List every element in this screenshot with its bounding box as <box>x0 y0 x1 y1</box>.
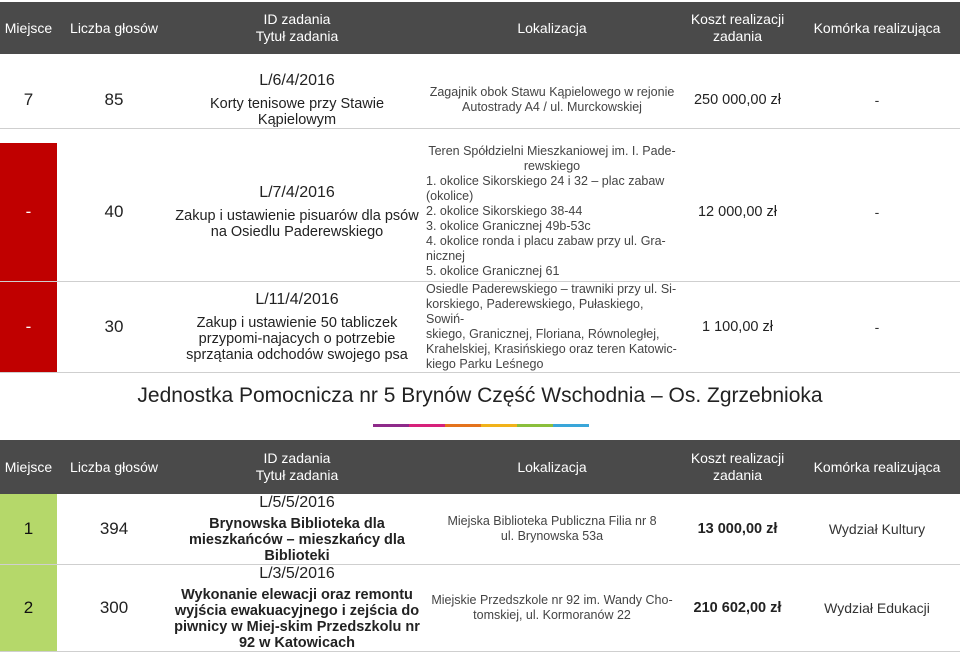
location-line: skiego, Granicznej, Floriana, Równoległej, <box>426 327 660 341</box>
location-line: nicznej <box>426 249 465 264</box>
header-cost-line1: Koszt realizacji <box>690 450 785 466</box>
id-title-cell <box>171 143 423 282</box>
votes-cell: 85 <box>57 72 171 129</box>
location-line: ul. Brynowska 53a <box>500 529 604 543</box>
project-title: Zakup i ustawienie 50 tabliczek przypomi-najacych o potrzebie sprzątania odchodów swojego psa <box>186 315 408 363</box>
location-line: Osiedle Paderewskiego – trawniki przy ul. Si- <box>426 282 677 296</box>
decorative-stripe <box>373 424 589 427</box>
section-title: Jednostka Pomocnicza nr 5 Brynów Część Wschodnia – Os. Zgrzebnioka <box>137 384 823 407</box>
header-location: Lokalizacja <box>423 2 681 54</box>
location-line: 3. okolice Granicznej 49b-53c <box>426 219 591 234</box>
header-cost-line1: Koszt realizacji <box>690 11 785 27</box>
unit-cell: - <box>794 72 960 129</box>
header-location: Lokalizacja <box>423 440 681 494</box>
cost-cell: 12 000,00 zł <box>681 143 794 282</box>
id-title-cell <box>171 565 423 652</box>
votes-cell: 40 <box>57 143 171 282</box>
location-cell <box>423 494 681 565</box>
projects-table-2 <box>0 440 960 652</box>
project-id: L/6/4/2016 <box>259 72 335 89</box>
location-cell <box>423 72 681 129</box>
projects-table-1 <box>0 2 960 373</box>
header-title: Tytuł zadania <box>255 28 339 44</box>
location-line: rewskiego <box>523 159 581 174</box>
cost-cell: 250 000,00 zł <box>681 72 794 129</box>
location-line: Zagajnik obok Stawu Kąpielowego w rejonie <box>429 85 675 99</box>
project-title: Zakup i ustawienie pisuarów dla psów na Osiedlu Paderewskiego <box>175 207 419 240</box>
project-title: Korty tenisowe przy Stawie Kąpielowym <box>209 96 385 128</box>
header-cost-line2: zadania <box>712 28 763 44</box>
location-line: 1. okolice Sikorskiego 24 i 32 – plac zabaw (okolice) <box>426 174 665 204</box>
header-place: Miejsce <box>0 2 57 54</box>
header-cost-line2: zadania <box>712 467 763 483</box>
location-line: Miejska Biblioteka Publiczna Filia nr 8 <box>447 514 657 528</box>
table-header-row <box>0 440 960 494</box>
project-id: L/7/4/2016 <box>259 183 335 201</box>
place-cell: 1 <box>0 494 57 565</box>
location-line: tomskiej, ul. Kormoranów 22 <box>473 608 631 622</box>
votes-cell: 394 <box>57 494 171 565</box>
location-line: 4. okolice ronda i placu zabaw przy ul. Gra- <box>426 234 666 249</box>
cost-cell: 13 000,00 zł <box>681 494 794 565</box>
cost-cell: 210 602,00 zł <box>681 565 794 652</box>
location-line: Miejskie Przedszkole nr 92 im. Wandy Cho- <box>431 593 673 607</box>
table-row <box>0 565 960 652</box>
location-line: kiego Parku Leśnego <box>426 357 544 371</box>
location-line: 2. okolice Sikorskiego 38-44 <box>426 204 583 219</box>
project-title: Brynowska Biblioteka dla mieszkańców – mieszkańcy dla Biblioteki <box>189 516 405 564</box>
stripe-segment <box>553 424 589 427</box>
table-header-row <box>0 2 960 54</box>
location-cell <box>423 565 681 652</box>
table-row <box>0 494 960 565</box>
unit-cell: - <box>794 143 960 282</box>
votes-cell: 300 <box>57 565 171 652</box>
table-spacer-row <box>0 54 960 72</box>
header-unit: Komórka realizująca <box>794 440 960 494</box>
table-row <box>0 72 960 129</box>
project-id: L/5/5/2016 <box>259 494 335 511</box>
table-spacer-row <box>0 129 960 143</box>
unit-cell: Wydział Kultury <box>794 494 960 565</box>
location-line: Autostrady A4 / ul. Murckowskiej <box>462 100 642 114</box>
project-title: Wykonanie elewacji oraz remontu wyjścia ewakuacyjnego i zejścia do piwnicy w Miej-skim Przedszkolu nr 92 w Katowicach <box>174 587 420 651</box>
location-cell <box>423 282 681 373</box>
stripe-segment <box>445 424 481 427</box>
table-row <box>0 282 960 373</box>
cost-cell: 1 100,00 zł <box>681 282 794 373</box>
stripe-segment <box>373 424 409 427</box>
place-cell: - <box>0 282 57 373</box>
unit-cell: Wydział Edukacji <box>794 565 960 652</box>
place-cell: 2 <box>0 565 57 652</box>
header-id-title <box>171 440 423 494</box>
stripe-segment <box>517 424 553 427</box>
header-id-title <box>171 2 423 54</box>
location-line: Krahelskiej, Krasińskiego oraz teren Katowic- <box>426 342 677 356</box>
votes-cell: 30 <box>57 282 171 373</box>
header-cost <box>681 440 794 494</box>
location-line: 5. okolice Granicznej 61 <box>426 264 560 279</box>
table-row <box>0 143 960 282</box>
project-id: L/11/4/2016 <box>255 291 339 308</box>
unit-cell: - <box>794 282 960 373</box>
id-title-cell <box>171 72 423 129</box>
header-place: Miejsce <box>0 440 57 494</box>
header-votes: Liczba głosów <box>57 2 171 54</box>
header-cost <box>681 2 794 54</box>
location-line: korskiego, Paderewskiego, Pułaskiego, Sowiń- <box>426 297 644 326</box>
header-votes: Liczba głosów <box>57 440 171 494</box>
place-cell: 7 <box>0 72 57 129</box>
stripe-segment <box>409 424 445 427</box>
header-unit: Komórka realizująca <box>794 2 960 54</box>
id-title-cell <box>171 282 423 373</box>
header-title: Tytuł zadania <box>255 467 339 483</box>
header-id: ID zadania <box>263 450 331 466</box>
id-title-cell <box>171 494 423 565</box>
place-cell: - <box>0 143 57 282</box>
project-id: L/3/5/2016 <box>259 565 335 582</box>
header-id: ID zadania <box>263 11 331 27</box>
location-line: Teren Spółdzielni Mieszkaniowej im. I. Pade- <box>428 144 676 159</box>
stripe-segment <box>481 424 517 427</box>
location-cell <box>423 143 681 282</box>
